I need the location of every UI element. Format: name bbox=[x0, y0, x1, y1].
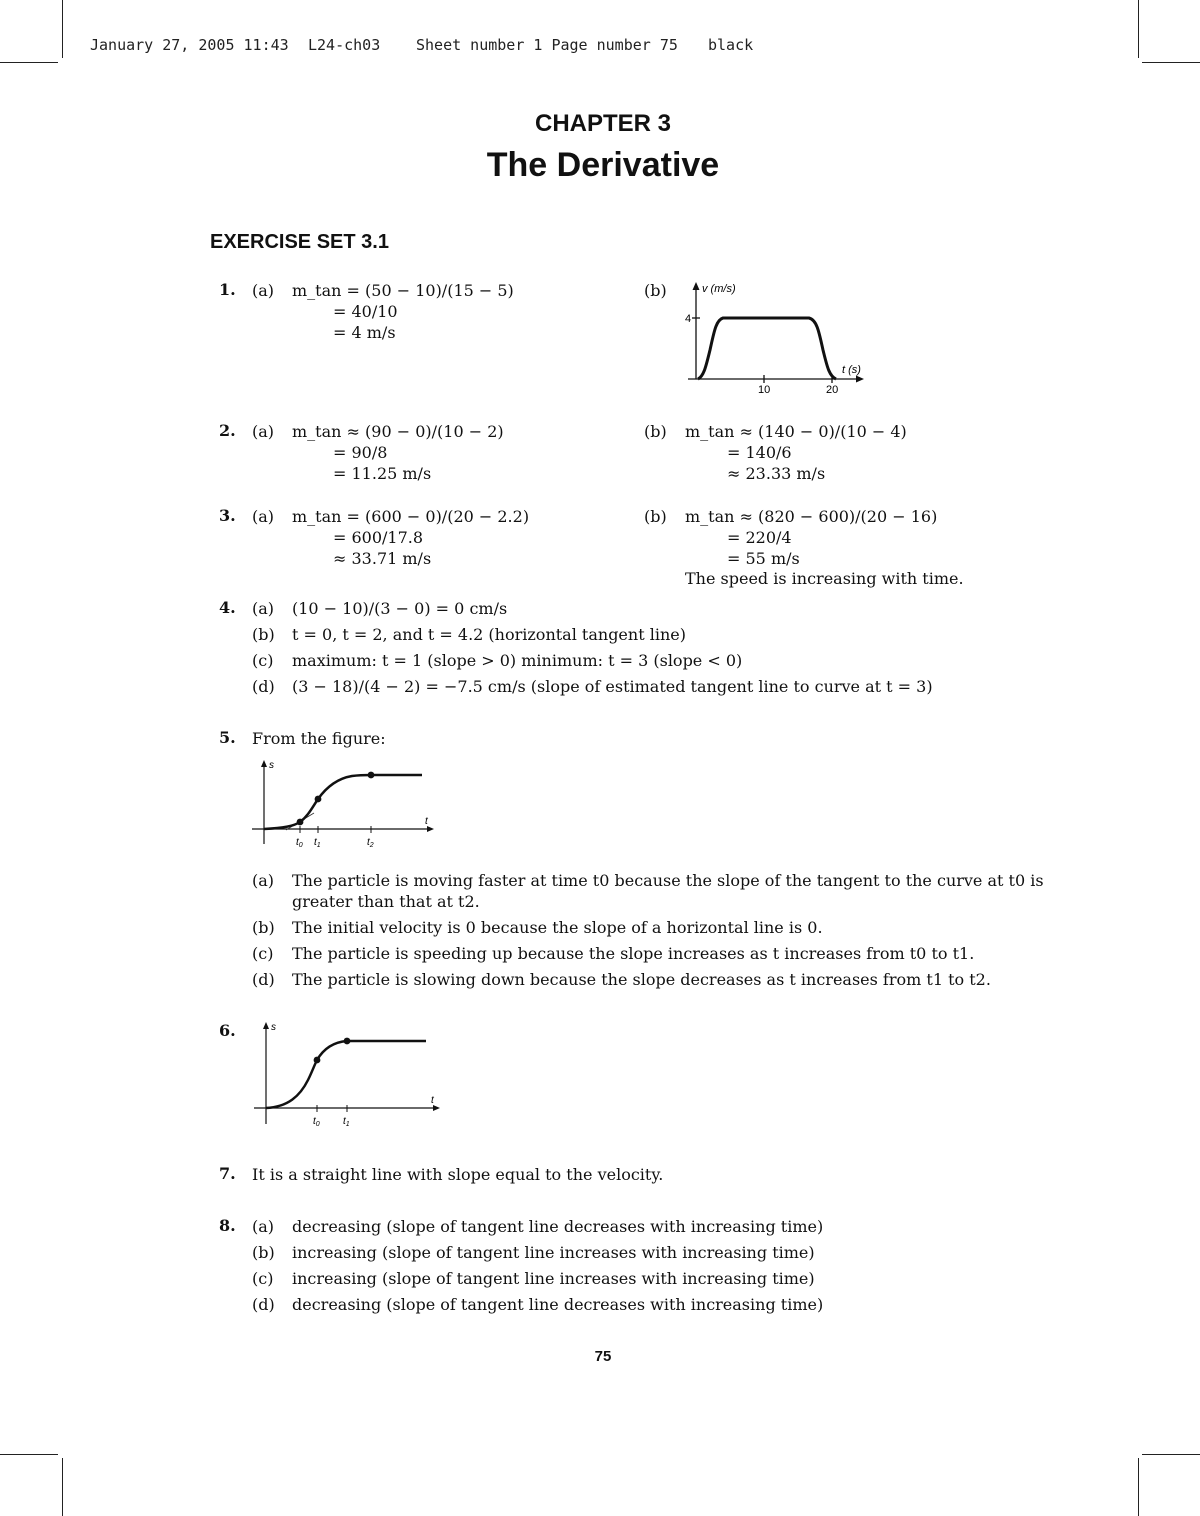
problem-5c-label: (c) bbox=[252, 944, 274, 963]
problem-4c-label: (c) bbox=[252, 651, 274, 670]
problem-5c-text: The particle is speeding up because the slope increases as t increases from t0 to t1. bbox=[292, 944, 975, 963]
position-graph-5-point-t2 bbox=[368, 772, 375, 779]
position-graph-6-y-arrow bbox=[263, 1022, 269, 1029]
position-graph-6-tick-label-t1: $t_1$ bbox=[343, 1116, 350, 1128]
problem-3b-line-3: = 55 m/s bbox=[727, 549, 800, 568]
position-graph-5-point-t0 bbox=[297, 819, 304, 826]
problem-8d-text: decreasing (slope of tangent line decreases with increasing time) bbox=[292, 1295, 824, 1314]
crop-mark-bottom-right-h bbox=[1142, 1454, 1200, 1455]
crop-mark-top-left-v bbox=[62, 0, 63, 58]
problem-3a-line-1: m_tan = (600 − 0)/(20 − 2.2) bbox=[292, 507, 530, 526]
problem-8b-text: increasing (slope of tangent line increases with increasing time) bbox=[292, 1243, 815, 1262]
problem-5a-text-cont: greater than that at t2. bbox=[292, 892, 480, 911]
problem-5b-label: (b) bbox=[252, 918, 275, 937]
position-graph-5-y-label: s bbox=[269, 760, 274, 771]
problem-2a-line-1: m_tan ≈ (90 − 0)/(10 − 2) bbox=[292, 422, 504, 441]
problem-7-text: It is a straight line with slope equal to the velocity. bbox=[252, 1165, 664, 1184]
position-graph-5-tick-label-t1: $t_1$ bbox=[314, 837, 321, 849]
position-graph-6-y-label: s bbox=[271, 1022, 276, 1033]
problem-8a-text: decreasing (slope of tangent line decreases with increasing time) bbox=[292, 1217, 824, 1236]
problem-8c-text: increasing (slope of tangent line increases with increasing time) bbox=[292, 1269, 815, 1288]
problem-4a-label: (a) bbox=[252, 599, 275, 618]
crop-mark-top-right-h bbox=[1142, 62, 1200, 63]
problem-5a-label: (a) bbox=[252, 871, 275, 890]
problem-8c-label: (c) bbox=[252, 1269, 274, 1288]
position-graph-5-sub-2: 2 bbox=[369, 842, 374, 849]
velocity-graph-x-label: t (s) bbox=[842, 364, 861, 376]
problem-2a-line-2: = 90/8 bbox=[333, 443, 388, 462]
position-graph-6-sub-0: 0 bbox=[315, 1121, 320, 1128]
crop-mark-top-left-h bbox=[0, 62, 58, 63]
position-graph-6-tick-label-t0: $t_0$ bbox=[313, 1116, 320, 1128]
exercise-set-heading: EXERCISE SET 3.1 bbox=[210, 231, 389, 253]
position-graph-6-x-arrow bbox=[433, 1105, 440, 1111]
problem-3b-label: (b) bbox=[644, 507, 667, 526]
problem-5a-text: The particle is moving faster at time t0 because the slope of the tangent to the curve at t0 is bbox=[292, 871, 1044, 890]
position-graph-6-sub-1: 1 bbox=[345, 1121, 350, 1128]
header-file: L24-ch03 bbox=[308, 36, 381, 54]
problem-2b-line-2: = 140/6 bbox=[727, 443, 792, 462]
problem-1a-line-3: = 4 m/s bbox=[333, 323, 396, 342]
problem-2b-line-1: m_tan ≈ (140 − 0)/(10 − 4) bbox=[685, 422, 907, 441]
position-graph-6 bbox=[250, 1018, 450, 1130]
position-graph-5-y-arrow bbox=[261, 760, 267, 767]
problem-3a-label: (a) bbox=[252, 507, 275, 526]
position-graph-5-tick-label-t2: $t_2$ bbox=[367, 837, 374, 849]
problem-6-number: 6. bbox=[219, 1021, 236, 1040]
chapter-label: CHAPTER 3 bbox=[534, 110, 672, 137]
velocity-graph-x-tick-label-20: 20 bbox=[826, 384, 839, 396]
position-graph-5-sub-0: 0 bbox=[298, 842, 303, 849]
problem-1a-label: (a) bbox=[252, 281, 275, 300]
chapter-title: The Derivative bbox=[486, 146, 720, 184]
page-number: 75 bbox=[594, 1348, 612, 1365]
problem-4c-text: maximum: t = 1 (slope > 0) minimum: t = 3 (slope < 0) bbox=[292, 651, 743, 670]
problem-5-intro: From the figure: bbox=[252, 729, 386, 748]
problem-4a-text: (10 − 10)/(3 − 0) = 0 cm/s bbox=[292, 599, 508, 618]
problem-7-number: 7. bbox=[219, 1164, 236, 1183]
problem-2b-line-3: ≈ 23.33 m/s bbox=[727, 464, 826, 483]
problem-4b-label: (b) bbox=[252, 625, 275, 644]
problem-8-number: 8. bbox=[219, 1216, 236, 1235]
velocity-graph bbox=[676, 278, 876, 402]
position-graph-6-point-t0 bbox=[314, 1057, 321, 1064]
crop-mark-bottom-left-h bbox=[0, 1454, 58, 1455]
problem-2-number: 2. bbox=[219, 421, 236, 440]
problem-3b-line-2: = 220/4 bbox=[727, 528, 792, 547]
problem-4d-label: (d) bbox=[252, 677, 275, 696]
problem-1a-line-2: = 40/10 bbox=[333, 302, 398, 321]
position-graph-5-curve bbox=[264, 775, 422, 829]
problem-5d-label: (d) bbox=[252, 970, 275, 989]
crop-mark-top-right-v bbox=[1138, 0, 1139, 58]
position-graph-5-point-t1 bbox=[315, 796, 322, 803]
problem-2b-label: (b) bbox=[644, 422, 667, 441]
velocity-graph-x-tick-label-10: 10 bbox=[758, 384, 771, 396]
velocity-graph-x-arrow bbox=[856, 376, 864, 383]
problem-5b-text: The initial velocity is 0 because the slope of a horizontal line is 0. bbox=[292, 918, 823, 937]
problem-8d-label: (d) bbox=[252, 1295, 275, 1314]
velocity-graph-y-label: v (m/s) bbox=[702, 283, 736, 295]
velocity-graph-y-tick-label: 4 bbox=[685, 313, 692, 325]
problem-8b-label: (b) bbox=[252, 1243, 275, 1262]
velocity-graph-curve bbox=[698, 318, 836, 379]
problem-1b-label: (b) bbox=[644, 281, 667, 300]
position-graph-6-point-t1 bbox=[344, 1038, 351, 1045]
position-graph-6-x-label: t bbox=[431, 1095, 434, 1106]
position-graph-6-curve bbox=[266, 1041, 426, 1108]
problem-1-number: 1. bbox=[219, 280, 236, 299]
problem-8a-label: (a) bbox=[252, 1217, 275, 1236]
position-graph-5-tick-label-t0: $t_0$ bbox=[296, 837, 303, 849]
velocity-graph-y-arrow bbox=[693, 282, 700, 290]
problem-3a-line-2: = 600/17.8 bbox=[333, 528, 424, 547]
position-graph-5-x-label: t bbox=[425, 816, 428, 827]
problem-4d-text: (3 − 18)/(4 − 2) = −7.5 cm/s (slope of estimated tangent line to curve at t = 3) bbox=[292, 677, 933, 696]
problem-1a-line-1: m_tan = (50 − 10)/(15 − 5) bbox=[292, 281, 514, 300]
problem-3b-line-1: m_tan ≈ (820 − 600)/(20 − 16) bbox=[685, 507, 938, 526]
problem-2a-line-3: = 11.25 m/s bbox=[333, 464, 432, 483]
crop-mark-bottom-left-v bbox=[62, 1458, 63, 1516]
problem-3-number: 3. bbox=[219, 506, 236, 525]
problem-2a-label: (a) bbox=[252, 422, 275, 441]
problem-3a-line-3: ≈ 33.71 m/s bbox=[333, 549, 432, 568]
crop-mark-bottom-right-v bbox=[1138, 1458, 1139, 1516]
problem-4-number: 4. bbox=[219, 598, 236, 617]
header-color: black bbox=[708, 36, 754, 54]
problem-5-number: 5. bbox=[219, 728, 236, 747]
position-graph-5 bbox=[248, 756, 448, 852]
position-graph-5-x-arrow bbox=[427, 826, 434, 832]
problem-5d-text: The particle is slowing down because the slope decreases as t increases from t1 to t2. bbox=[292, 970, 991, 989]
header-date: January 27, 2005 11:43 bbox=[90, 36, 289, 54]
position-graph-5-sub-1: 1 bbox=[316, 842, 321, 849]
header-sheet: Sheet number 1 Page number 75 bbox=[416, 36, 678, 54]
problem-4b-text: t = 0, t = 2, and t = 4.2 (horizontal tangent line) bbox=[292, 625, 686, 644]
problem-3b-note: The speed is increasing with time. bbox=[685, 569, 964, 588]
